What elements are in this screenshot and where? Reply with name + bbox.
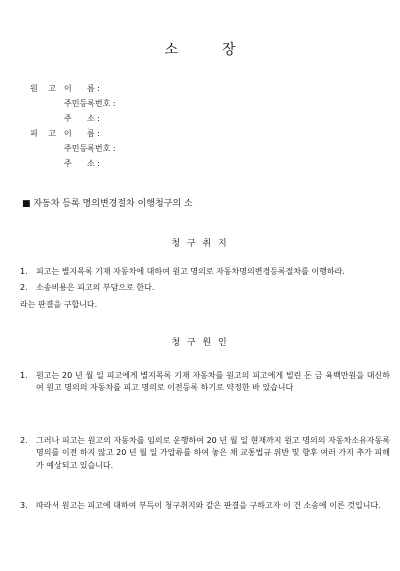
- cause-item-text: 원고는 20 년 월 일 피고에게 별지목록 기재 자동차를 원고의 피고에게 빌린 돈 금 육백만원을 대신하여 원고 명의의 자동차를 피고 명의로 이전등록 하기로 약정한 바 있습니다: [36, 371, 390, 393]
- plaintiff-address-label: 주 소 :: [64, 114, 100, 124]
- claim-item-text: 소송비용은 피고의 부담으로 한다.: [36, 283, 155, 293]
- claim-section-title: 청 구 취 지: [171, 239, 229, 249]
- title-char-1: 소: [164, 42, 178, 58]
- cause-item-number: 3.: [20, 501, 28, 510]
- plaintiff-block: [30, 82, 122, 127]
- defendant-name-label: 이 름 :: [64, 129, 100, 139]
- cause-item-text: 따라서 원고는 피고에 대하여 부득이 청구취지와 같은 판결을 구하고자 이 건 소송에 이른 것입니다.: [36, 501, 381, 510]
- claim-list: [20, 266, 390, 311]
- cause-section-title: 청 구 원 인: [171, 338, 229, 348]
- case-heading: ■ 자동차 등록 명의변경절차 이행청구의 소: [22, 199, 193, 209]
- plaintiff-role: 원 고: [30, 84, 60, 94]
- claim-item-number: 1.: [20, 267, 28, 276]
- claim-item: [20, 266, 390, 278]
- defendant-block: [30, 127, 122, 172]
- claim-item-number: 2.: [20, 283, 28, 293]
- claim-closing: 라는 판결을 구합니다.: [20, 299, 98, 309]
- cause-list: [20, 370, 390, 395]
- cause-item: [20, 435, 390, 472]
- cause-item: [20, 370, 390, 395]
- claim-item: [20, 282, 390, 294]
- cause-list-2: [20, 435, 390, 472]
- claim-item-text: 피고는 별지목록 기재 자동차에 대하여 원고 명의로 자동차명의변경등록절차를 이행하라.: [36, 267, 345, 276]
- cause-item: [20, 500, 390, 512]
- title-char-2: 장: [222, 42, 236, 58]
- cause-list-3: [20, 500, 390, 512]
- cause-item-number: 1.: [20, 371, 28, 380]
- cause-item-number: 2.: [20, 436, 28, 445]
- defendant-id-label: 주민등록번호 :: [64, 144, 116, 154]
- plaintiff-id-label: 주민등록번호 :: [64, 99, 116, 109]
- document-title: [0, 40, 400, 62]
- defendant-address-label: 주 소 :: [64, 159, 100, 169]
- defendant-role: 피 고: [30, 129, 60, 139]
- cause-item-text: 그러나 피고는 원고의 자동차를 임의로 운행하여 20 년 월 일 현재까지 원고 명의의 자동차소유자동록명의를 이전 하지 않고 20 년 월 일 가압류를 하여 놓은 채 교통법규 위반 및 향후 여러 가지 추가 피해가 예상되고 있습니다.: [36, 436, 390, 470]
- plaintiff-name-label: 이 름 :: [64, 84, 100, 94]
